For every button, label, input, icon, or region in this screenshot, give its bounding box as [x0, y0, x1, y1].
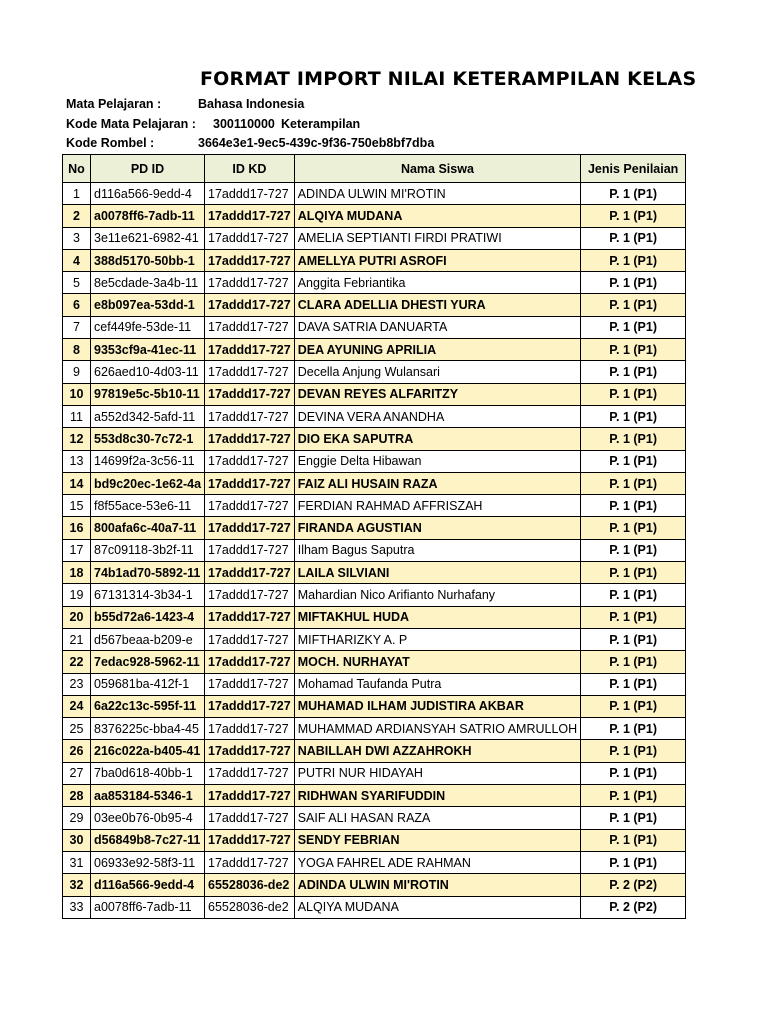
cell-assessment-type[interactable]: P. 1 (P1) — [581, 495, 686, 517]
cell-assessment-type[interactable]: P. 1 (P1) — [581, 450, 686, 472]
cell-pd-id[interactable]: 059681ba-412f-1 — [91, 673, 205, 695]
cell-student-name[interactable]: ADINDA ULWIN MI'ROTIN — [294, 183, 580, 205]
cell-assessment-type[interactable]: P. 1 (P1) — [581, 718, 686, 740]
cell-no[interactable]: 1 — [63, 183, 91, 205]
cell-assessment-type[interactable]: P. 2 (P2) — [581, 896, 686, 918]
cell-student-name[interactable]: FERDIAN RAHMAD AFFRISZAH — [294, 495, 580, 517]
cell-student-name[interactable]: SAIF ALI HASAN RAZA — [294, 807, 580, 829]
cell-pd-id[interactable]: 87c09118-3b2f-11 — [91, 539, 205, 561]
cell-pd-id[interactable]: d116a566-9edd-4 — [91, 183, 205, 205]
cell-assessment-type[interactable]: P. 1 (P1) — [581, 740, 686, 762]
cell-no[interactable]: 11 — [63, 405, 91, 427]
cell-assessment-type[interactable]: P. 1 (P1) — [581, 651, 686, 673]
cell-id-kd[interactable]: 17addd17-727 — [205, 495, 295, 517]
table-header-row — [63, 155, 686, 183]
cell-id-kd[interactable]: 17addd17-727 — [205, 851, 295, 873]
table-row — [63, 673, 686, 695]
cell-id-kd[interactable]: 17addd17-727 — [205, 539, 295, 561]
cell-assessment-type[interactable]: P. 1 (P1) — [581, 695, 686, 717]
cell-no[interactable]: 27 — [63, 762, 91, 784]
cell-no[interactable]: 31 — [63, 851, 91, 873]
cell-student-name[interactable]: DEA AYUNING APRILIA — [294, 339, 580, 361]
cell-id-kd[interactable]: 17addd17-727 — [205, 718, 295, 740]
table-row — [63, 383, 686, 405]
cell-pd-id[interactable]: 626aed10-4d03-11 — [91, 361, 205, 383]
cell-student-name[interactable]: Mohamad Taufanda Putra — [294, 673, 580, 695]
cell-no[interactable]: 26 — [63, 740, 91, 762]
subject-code-extra: Keterampilan — [281, 117, 361, 131]
cell-student-name[interactable]: ALQIYA MUDANA — [294, 205, 580, 227]
cell-student-name[interactable]: SENDY FEBRIAN — [294, 829, 580, 851]
cell-id-kd[interactable]: 17addd17-727 — [205, 405, 295, 427]
cell-id-kd[interactable]: 17addd17-727 — [205, 183, 295, 205]
cell-pd-id[interactable]: 06933e92-58f3-11 — [91, 851, 205, 873]
cell-pd-id[interactable]: d567beaa-b209-e — [91, 628, 205, 650]
cell-pd-id[interactable]: a552d342-5afd-11 — [91, 405, 205, 427]
table-row — [63, 785, 686, 807]
cell-assessment-type[interactable]: P. 1 (P1) — [581, 272, 686, 294]
table-row — [63, 517, 686, 539]
cell-student-name[interactable]: DEVINA VERA ANANDHA — [294, 405, 580, 427]
cell-student-name[interactable]: DIO EKA SAPUTRA — [294, 428, 580, 450]
cell-no[interactable]: 3 — [63, 227, 91, 249]
table-row — [63, 294, 686, 316]
subject-row — [66, 97, 305, 111]
cell-student-name[interactable]: LAILA SILVIANI — [294, 562, 580, 584]
grades-table — [62, 154, 686, 919]
cell-id-kd[interactable]: 17addd17-727 — [205, 205, 295, 227]
cell-pd-id[interactable]: 8e5cdade-3a4b-11 — [91, 272, 205, 294]
cell-no[interactable]: 33 — [63, 896, 91, 918]
cell-no[interactable]: 18 — [63, 562, 91, 584]
cell-pd-id[interactable]: 3e11e621-6982-41 — [91, 227, 205, 249]
cell-assessment-type[interactable]: P. 1 (P1) — [581, 539, 686, 561]
table-row — [63, 361, 686, 383]
cell-assessment-type[interactable]: P. 1 (P1) — [581, 339, 686, 361]
cell-assessment-type[interactable]: P. 1 (P1) — [581, 316, 686, 338]
cell-pd-id[interactable]: d56849b8-7c27-11 — [91, 829, 205, 851]
cell-no[interactable]: 28 — [63, 785, 91, 807]
cell-pd-id[interactable]: a0078ff6-7adb-11 — [91, 896, 205, 918]
cell-pd-id[interactable]: 97819e5c-5b10-11 — [91, 383, 205, 405]
cell-id-kd[interactable]: 17addd17-727 — [205, 339, 295, 361]
cell-no[interactable]: 23 — [63, 673, 91, 695]
cell-no[interactable]: 6 — [63, 294, 91, 316]
cell-id-kd[interactable]: 17addd17-727 — [205, 628, 295, 650]
cell-pd-id[interactable]: d116a566-9edd-4 — [91, 874, 205, 896]
cell-id-kd[interactable]: 17addd17-727 — [205, 249, 295, 271]
table-row — [63, 874, 686, 896]
cell-no[interactable]: 30 — [63, 829, 91, 851]
cell-pd-id[interactable]: f8f55ace-53e6-11 — [91, 495, 205, 517]
subject-code-value: 300110000 — [213, 117, 275, 131]
cell-student-name[interactable]: MIFTHARIZKY A. P — [294, 628, 580, 650]
table-row — [63, 249, 686, 271]
cell-pd-id[interactable]: 6a22c13c-595f-11 — [91, 695, 205, 717]
cell-no[interactable]: 25 — [63, 718, 91, 740]
cell-id-kd[interactable]: 17addd17-727 — [205, 740, 295, 762]
cell-no[interactable]: 12 — [63, 428, 91, 450]
cell-id-kd[interactable]: 17addd17-727 — [205, 517, 295, 539]
cell-student-name[interactable]: Enggie Delta Hibawan — [294, 450, 580, 472]
table-row — [63, 428, 686, 450]
cell-no[interactable]: 16 — [63, 517, 91, 539]
table-row — [63, 316, 686, 338]
cell-id-kd[interactable]: 17addd17-727 — [205, 316, 295, 338]
cell-no[interactable]: 8 — [63, 339, 91, 361]
cell-assessment-type[interactable]: P. 1 (P1) — [581, 584, 686, 606]
cell-student-name[interactable]: MUHAMAD ILHAM JUDISTIRA AKBAR — [294, 695, 580, 717]
class-code-value: 3664e3e1-9ec5-439c-9f36-750eb8bf7dba — [198, 136, 435, 150]
cell-no[interactable]: 10 — [63, 383, 91, 405]
cell-id-kd[interactable]: 17addd17-727 — [205, 227, 295, 249]
cell-no[interactable]: 20 — [63, 606, 91, 628]
cell-no[interactable]: 22 — [63, 651, 91, 673]
cell-id-kd[interactable]: 17addd17-727 — [205, 294, 295, 316]
cell-no[interactable]: 2 — [63, 205, 91, 227]
table-row — [63, 472, 686, 494]
cell-pd-id[interactable]: e8b097ea-53dd-1 — [91, 294, 205, 316]
table-row — [63, 606, 686, 628]
cell-id-kd[interactable]: 17addd17-727 — [205, 606, 295, 628]
cell-no[interactable]: 9 — [63, 361, 91, 383]
page-title: FORMAT IMPORT NILAI KETERAMPILAN KELAS — [200, 68, 697, 90]
cell-no[interactable]: 7 — [63, 316, 91, 338]
cell-pd-id[interactable]: 553d8c30-7c72-1 — [91, 428, 205, 450]
table-row — [63, 405, 686, 427]
subject-label: Mata Pelajaran : — [66, 97, 162, 111]
cell-assessment-type[interactable]: P. 1 (P1) — [581, 227, 686, 249]
table-row — [63, 205, 686, 227]
cell-student-name[interactable]: FIRANDA AGUSTIAN — [294, 517, 580, 539]
table-row — [63, 740, 686, 762]
cell-student-name[interactable]: ADINDA ULWIN MI'ROTIN — [294, 874, 580, 896]
cell-student-name[interactable]: FAIZ ALI HUSAIN RAZA — [294, 472, 580, 494]
cell-assessment-type[interactable]: P. 1 (P1) — [581, 405, 686, 427]
cell-id-kd[interactable]: 17addd17-727 — [205, 361, 295, 383]
cell-student-name[interactable]: Mahardian Nico Arifianto Nurhafany — [294, 584, 580, 606]
cell-pd-id[interactable]: a0078ff6-7adb-11 — [91, 205, 205, 227]
subject-value: Bahasa Indonesia — [198, 97, 305, 111]
cell-id-kd[interactable]: 17addd17-727 — [205, 785, 295, 807]
cell-id-kd[interactable]: 17addd17-727 — [205, 695, 295, 717]
cell-student-name[interactable]: MUHAMMAD ARDIANSYAH SATRIO AMRULLOH — [294, 718, 580, 740]
cell-id-kd[interactable]: 17addd17-727 — [205, 450, 295, 472]
cell-student-name[interactable]: DEVAN REYES ALFARITZY — [294, 383, 580, 405]
cell-pd-id[interactable]: 800afa6c-40a7-11 — [91, 517, 205, 539]
table-row — [63, 539, 686, 561]
table-row — [63, 584, 686, 606]
cell-pd-id[interactable]: 7edac928-5962-11 — [91, 651, 205, 673]
table-row — [63, 272, 686, 294]
class-code-label: Kode Rombel : — [66, 136, 155, 150]
cell-assessment-type[interactable]: P. 2 (P2) — [581, 874, 686, 896]
cell-id-kd[interactable]: 17addd17-727 — [205, 383, 295, 405]
table-row — [63, 762, 686, 784]
cell-no[interactable]: 29 — [63, 807, 91, 829]
cell-pd-id[interactable]: 03ee0b76-0b95-4 — [91, 807, 205, 829]
cell-no[interactable]: 24 — [63, 695, 91, 717]
cell-student-name[interactable]: Anggita Febriantika — [294, 272, 580, 294]
cell-student-name[interactable]: AMELLYA PUTRI ASROFI — [294, 249, 580, 271]
subject-code-row — [66, 117, 361, 131]
cell-pd-id[interactable]: 216c022a-b405-41 — [91, 740, 205, 762]
cell-student-name[interactable]: DAVA SATRIA DANUARTA — [294, 316, 580, 338]
cell-pd-id[interactable]: bd9c20ec-1e62-4a — [91, 472, 205, 494]
cell-assessment-type[interactable]: P. 1 (P1) — [581, 851, 686, 873]
table-row — [63, 628, 686, 650]
table-row — [63, 651, 686, 673]
header-pd-id: PD ID — [91, 155, 205, 183]
table-row — [63, 227, 686, 249]
cell-assessment-type[interactable]: P. 1 (P1) — [581, 829, 686, 851]
table-row — [63, 339, 686, 361]
cell-id-kd[interactable]: 17addd17-727 — [205, 428, 295, 450]
cell-id-kd[interactable]: 17addd17-727 — [205, 472, 295, 494]
cell-pd-id[interactable]: 74b1ad70-5892-11 — [91, 562, 205, 584]
cell-id-kd[interactable]: 65528036-de2 — [205, 874, 295, 896]
cell-pd-id[interactable]: b55d72a6-1423-4 — [91, 606, 205, 628]
cell-student-name[interactable]: AMELIA SEPTIANTI FIRDI PRATIWI — [294, 227, 580, 249]
table-row — [63, 851, 686, 873]
table-row — [63, 829, 686, 851]
cell-no[interactable]: 19 — [63, 584, 91, 606]
cell-pd-id[interactable]: 9353cf9a-41ec-11 — [91, 339, 205, 361]
cell-id-kd[interactable]: 17addd17-727 — [205, 584, 295, 606]
cell-no[interactable]: 15 — [63, 495, 91, 517]
cell-assessment-type[interactable]: P. 1 (P1) — [581, 294, 686, 316]
cell-pd-id[interactable]: 8376225c-bba4-45 — [91, 718, 205, 740]
cell-student-name[interactable]: Decella Anjung Wulansari — [294, 361, 580, 383]
header-id-kd: ID KD — [205, 155, 295, 183]
header-student-name: Nama Siswa — [294, 155, 580, 183]
cell-assessment-type[interactable]: P. 1 (P1) — [581, 361, 686, 383]
cell-no[interactable]: 14 — [63, 472, 91, 494]
cell-student-name[interactable]: RIDHWAN SYARIFUDDIN — [294, 785, 580, 807]
cell-no[interactable]: 32 — [63, 874, 91, 896]
header-no: No — [63, 155, 91, 183]
cell-id-kd[interactable]: 17addd17-727 — [205, 651, 295, 673]
cell-id-kd[interactable]: 65528036-de2 — [205, 896, 295, 918]
table-row — [63, 718, 686, 740]
cell-id-kd[interactable]: 17addd17-727 — [205, 807, 295, 829]
cell-pd-id[interactable]: 14699f2a-3c56-11 — [91, 450, 205, 472]
cell-assessment-type[interactable]: P. 1 (P1) — [581, 673, 686, 695]
cell-pd-id[interactable]: aa853184-5346-1 — [91, 785, 205, 807]
cell-pd-id[interactable]: cef449fe-53de-11 — [91, 316, 205, 338]
table-row — [63, 495, 686, 517]
cell-assessment-type[interactable]: P. 1 (P1) — [581, 628, 686, 650]
cell-id-kd[interactable]: 17addd17-727 — [205, 762, 295, 784]
table-row — [63, 807, 686, 829]
cell-student-name[interactable]: YOGA FAHREL ADE RAHMAN — [294, 851, 580, 873]
cell-assessment-type[interactable]: P. 1 (P1) — [581, 562, 686, 584]
subject-code-label: Kode Mata Pelajaran : — [66, 117, 196, 131]
cell-assessment-type[interactable]: P. 1 (P1) — [581, 785, 686, 807]
cell-assessment-type[interactable]: P. 1 (P1) — [581, 205, 686, 227]
cell-student-name[interactable]: Ilham Bagus Saputra — [294, 539, 580, 561]
class-code-row — [66, 136, 435, 150]
cell-assessment-type[interactable]: P. 1 (P1) — [581, 383, 686, 405]
cell-student-name[interactable]: PUTRI NUR HIDAYAH — [294, 762, 580, 784]
cell-no[interactable]: 5 — [63, 272, 91, 294]
cell-assessment-type[interactable]: P. 1 (P1) — [581, 249, 686, 271]
cell-id-kd[interactable]: 17addd17-727 — [205, 829, 295, 851]
cell-id-kd[interactable]: 17addd17-727 — [205, 673, 295, 695]
cell-assessment-type[interactable]: P. 1 (P1) — [581, 428, 686, 450]
table-row — [63, 896, 686, 918]
cell-no[interactable]: 21 — [63, 628, 91, 650]
cell-pd-id[interactable]: 388d5170-50bb-1 — [91, 249, 205, 271]
cell-pd-id[interactable]: 7ba0d618-40bb-1 — [91, 762, 205, 784]
cell-no[interactable]: 17 — [63, 539, 91, 561]
cell-assessment-type[interactable]: P. 1 (P1) — [581, 762, 686, 784]
cell-assessment-type[interactable]: P. 1 (P1) — [581, 606, 686, 628]
cell-no[interactable]: 4 — [63, 249, 91, 271]
cell-student-name[interactable]: MOCH. NURHAYAT — [294, 651, 580, 673]
header-assessment-type: Jenis Penilaian — [581, 155, 686, 183]
cell-pd-id[interactable]: 67131314-3b34-1 — [91, 584, 205, 606]
table-row — [63, 695, 686, 717]
cell-assessment-type[interactable]: P. 1 (P1) — [581, 517, 686, 539]
cell-student-name[interactable]: MIFTAKHUL HUDA — [294, 606, 580, 628]
cell-no[interactable]: 13 — [63, 450, 91, 472]
cell-assessment-type[interactable]: P. 1 (P1) — [581, 472, 686, 494]
table-row — [63, 450, 686, 472]
cell-student-name[interactable]: NABILLAH DWI AZZAHROKH — [294, 740, 580, 762]
cell-id-kd[interactable]: 17addd17-727 — [205, 562, 295, 584]
cell-id-kd[interactable]: 17addd17-727 — [205, 272, 295, 294]
table-row — [63, 562, 686, 584]
cell-assessment-type[interactable]: P. 1 (P1) — [581, 807, 686, 829]
cell-assessment-type[interactable]: P. 1 (P1) — [581, 183, 686, 205]
table-row — [63, 183, 686, 205]
cell-student-name[interactable]: ALQIYA MUDANA — [294, 896, 580, 918]
cell-student-name[interactable]: CLARA ADELLIA DHESTI YURA — [294, 294, 580, 316]
